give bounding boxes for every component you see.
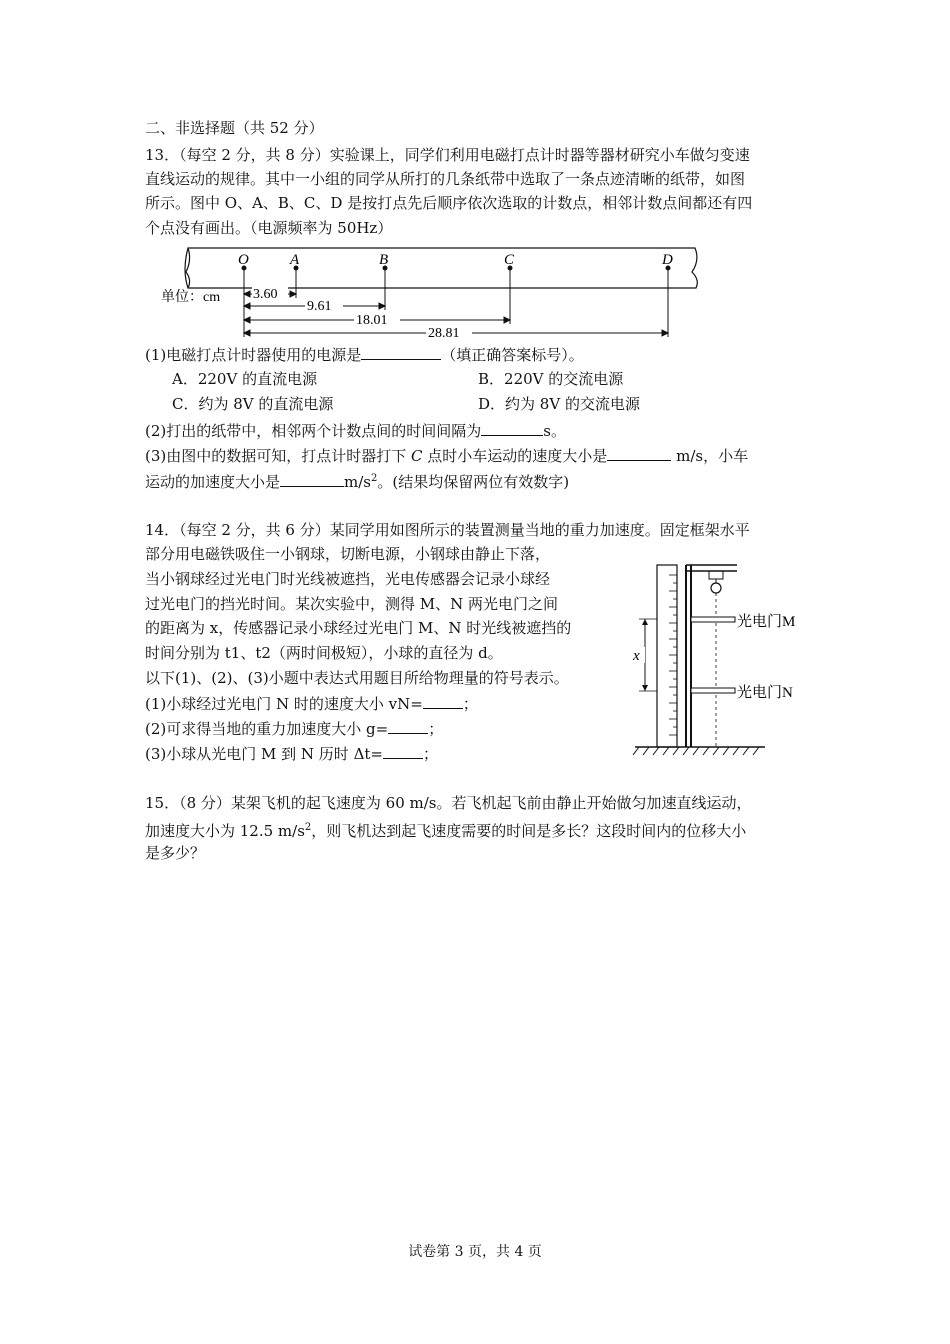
q13-sub3-line1: (3)由图中的数据可知，打点计时器打下 C 点时小车运动的速度大小是 m/s，小车 <box>145 447 749 465</box>
gate-m-label: 光电门M <box>737 614 796 630</box>
dist-oa: 3.60 <box>253 287 278 302</box>
unit-label: 单位：cm <box>161 290 221 305</box>
dist-oc: 18.01 <box>356 313 388 328</box>
answer-blank-q14-2[interactable] <box>388 718 428 734</box>
label-o: O <box>238 252 249 268</box>
q14-line-6: 时间分别为 t1、t2（两时间极短），小球的直径为 d。 <box>145 644 503 662</box>
q14-sub1: (1)小球经过光电门 N 时的速度大小 vN= ； <box>145 695 478 713</box>
dist-ob: 9.61 <box>307 299 332 314</box>
section-title: 二、非选择题（共 52 分） <box>145 119 324 137</box>
answer-blank-q14-3[interactable] <box>383 743 423 759</box>
free-fall-apparatus-figure <box>625 555 825 760</box>
q14-line-4: 过光电门的挡光时间。某次实验中，测得 M、N 两光电门之间 <box>145 595 559 613</box>
q13-line-2: 直线运动的规律。其中一小组的同学从所打的几条纸带中选取了一条点迹清晰的纸带，如图 <box>145 170 746 188</box>
option-c: C．约为 8V 的直流电源 <box>172 395 334 413</box>
q13-sub2: (2)打出的纸带中，相邻两个计数点间的时间间隔为 s。 <box>145 422 566 440</box>
q14-sub2: (2)可求得当地的重力加速度大小 g= ； <box>145 720 444 738</box>
answer-blank-q14-1[interactable] <box>423 693 463 709</box>
option-d: D．约为 8V 的交流电源 <box>478 395 640 413</box>
answer-blank-q13-4[interactable] <box>280 471 344 487</box>
label-c: C <box>504 252 515 268</box>
label-d: D <box>662 252 673 268</box>
q13-line-4: 个点没有画出。（电源频率为 50Hz） <box>145 219 393 237</box>
dist-od: 28.81 <box>428 326 460 341</box>
answer-blank-q13-2[interactable] <box>481 420 543 436</box>
q15-line-3: 是多少？ <box>145 844 206 862</box>
label-b: B <box>379 252 389 268</box>
gate-n-label: 光电门N <box>737 685 793 701</box>
steel-ball-icon <box>711 583 721 593</box>
q14-sub3: (3)小球从光电门 M 到 N 历时 Δt= ； <box>145 745 439 763</box>
q15-line-1: 15．（8 分）某架飞机的起飞速度为 60 m/s。若飞机起飞前由静止开始做匀加速直线运动， <box>145 794 752 812</box>
answer-blank-q13-1[interactable] <box>361 344 441 360</box>
q13-sub3-line2: 运动的加速度大小是 $m/s^2$。(结果均保留两位有效数字) <box>145 473 570 491</box>
q14-line-2: 部分用电磁铁吸住一小钢球，切断电源，小钢球由静止下落， <box>145 545 551 563</box>
q14-line-1: 14．（每空 2 分，共 6 分）某同学用如图所示的装置测量当地的重力加速度。固定框架水平 <box>145 521 750 539</box>
q13-line-1: 13．（每空 2 分，共 8 分）实验课上，同学们利用电磁打点计时器等器材研究小车做匀变速 <box>145 146 750 164</box>
paper-tape-figure <box>140 240 710 345</box>
q14-line-3: 当小钢球经过光电门时光线被遮挡，光电传感器会记录小球经 <box>145 570 551 588</box>
answer-blank-q13-3[interactable] <box>607 445 671 461</box>
option-a: A．220V 的直流电源 <box>172 370 318 388</box>
q14-line-5: 的距离为 x，传感器记录小球经过光电门 M、N 时光线被遮挡的 <box>145 619 572 637</box>
q13-line-3: 所示。图中 O、A、B、C、D 是按打点先后顺序依次选取的计数点，相邻计数点间都还有四 <box>145 194 753 212</box>
tape-points <box>242 266 671 271</box>
label-a: A <box>290 252 300 268</box>
distance-x-label: x <box>633 648 640 664</box>
q13-sub1: (1)电磁打点计时器使用的电源是 （填正确答案标号）。 <box>145 346 584 364</box>
page-footer: 试卷第 3 页，共 4 页 <box>408 1244 542 1260</box>
q15-line-2: 加速度大小为 12.5 $m/s^2$，则飞机达到起飞速度需要的时间是多长？这段时间内的位移大小 <box>145 822 747 840</box>
q14-line-7: 以下(1)、(2)、(3)小题中表达式用题目所给物理量的符号表示。 <box>145 669 569 687</box>
option-b: B．220V 的交流电源 <box>478 370 624 388</box>
